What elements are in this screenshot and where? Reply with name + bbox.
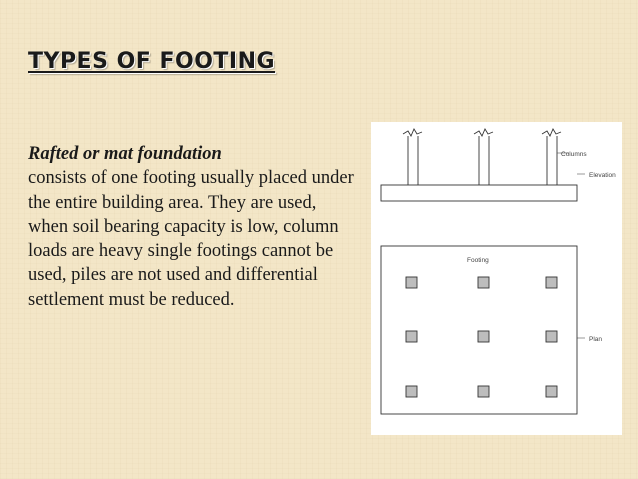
term-description: consists of one footing usually placed under the entire building area. They are used, when soil bearing capacity is low, column loads are heavy single footings cannot be used, piles are not used and differential settlement must be reduced. [28,168,354,310]
plan-column [478,277,489,288]
plan-column [546,277,557,288]
elevation-columns [403,129,561,185]
elevation-column [403,129,422,185]
plan-column [546,386,557,397]
elevation-column [474,129,493,185]
plan-column [478,331,489,342]
label-columns: Columns [561,151,587,158]
elevation-mat-slab [381,185,577,201]
plan-column [546,331,557,342]
plan-columns [406,277,557,397]
plan-column [406,277,417,288]
elevation-column [542,129,561,185]
plan-column [406,331,417,342]
mat-foundation-diagram [371,122,622,435]
label-footing: Footing [467,257,489,264]
term-heading: Rafted or mat foundation [28,144,222,164]
label-plan: Plan [589,336,603,343]
slide-title: TYPES OF FOOTING [28,49,276,74]
label-elevation: Elevation [589,172,616,179]
body-text [28,142,358,312]
label-leaders [557,153,585,338]
plan-column [406,386,417,397]
plan-column [478,386,489,397]
diagram-svg [371,122,622,435]
